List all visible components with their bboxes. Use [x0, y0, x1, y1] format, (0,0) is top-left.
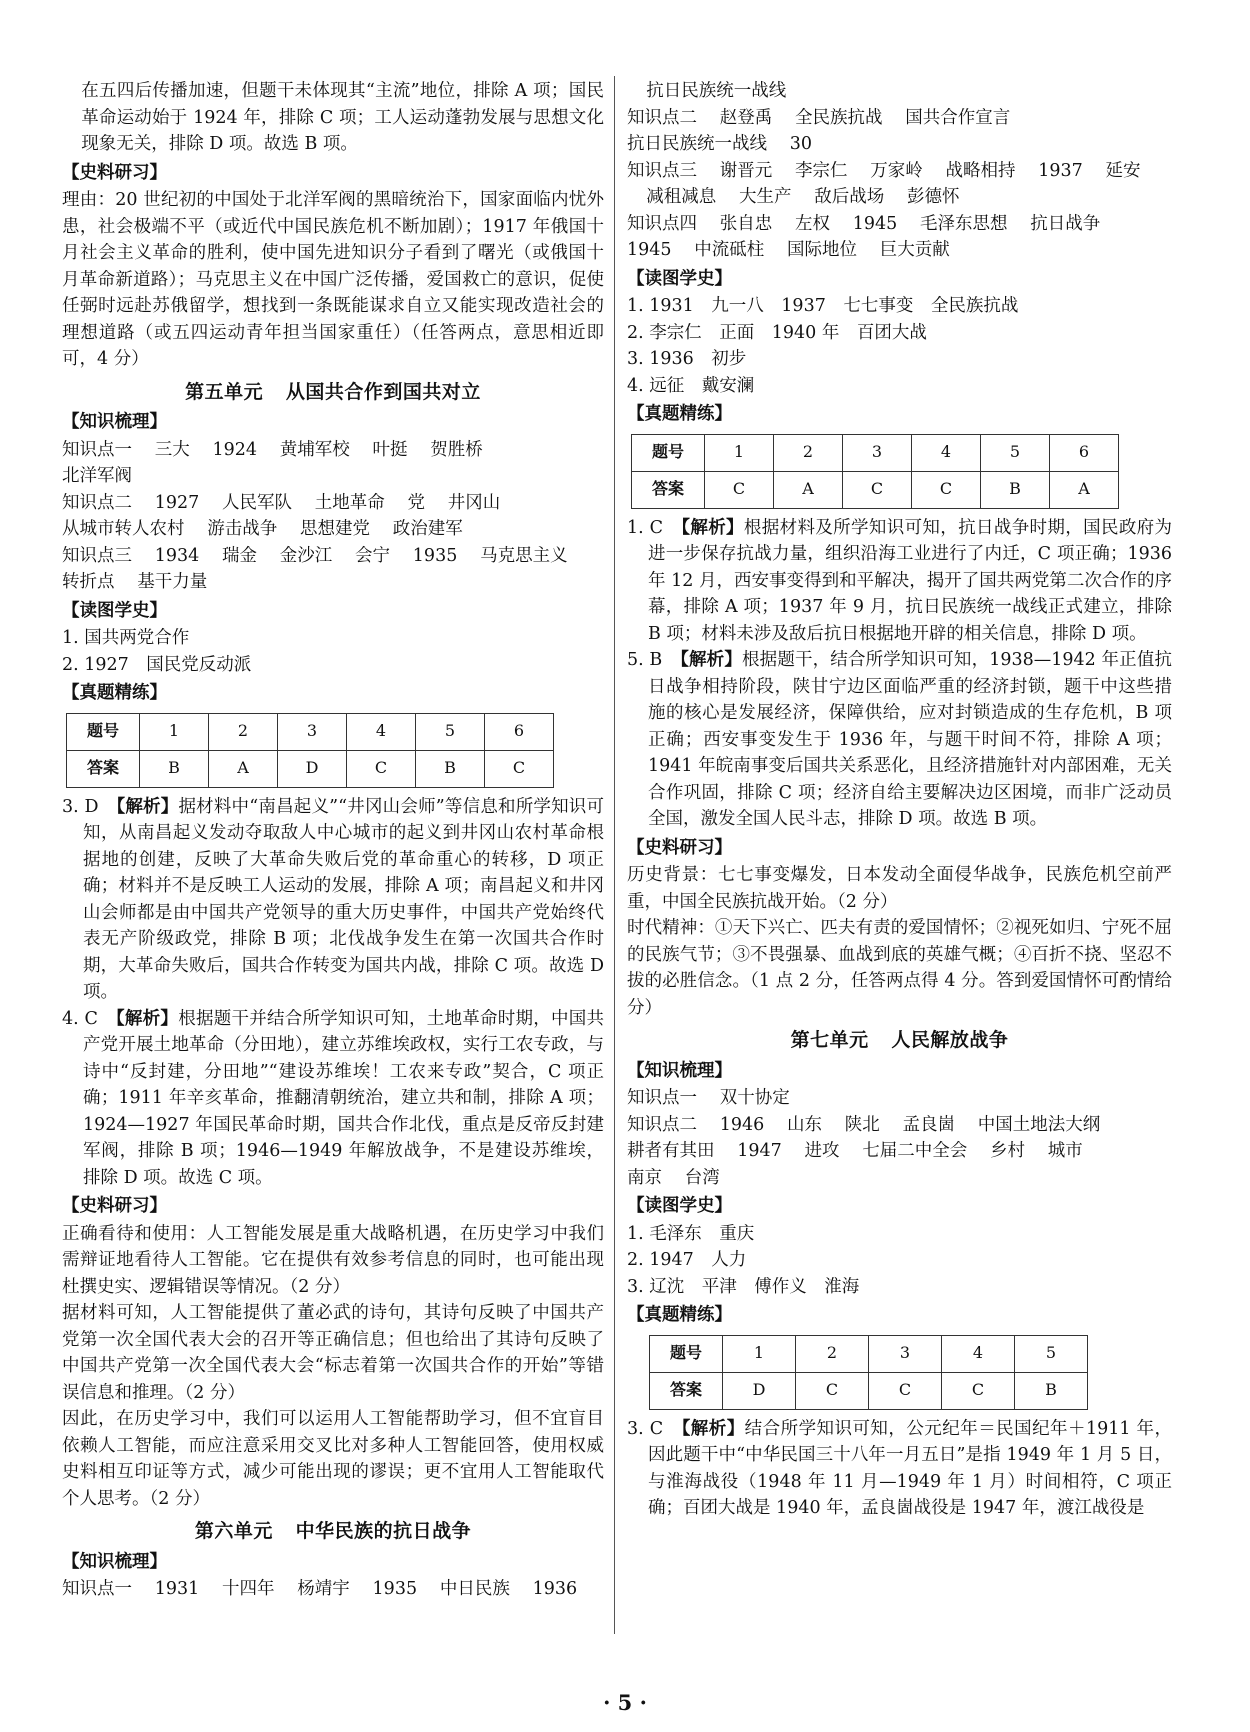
table-cell: C: [347, 750, 416, 787]
table-cell: 4: [347, 713, 416, 750]
table-row: [650, 1372, 1088, 1409]
table-cell: C: [942, 1372, 1015, 1409]
table-cell: 1: [723, 1335, 796, 1372]
page-number: · 5 ·: [603, 1690, 647, 1715]
table-cell: 6: [485, 713, 554, 750]
section-heading: 【知识梳理】: [627, 1060, 732, 1081]
section-heading: 【真题精练】: [627, 1305, 732, 1325]
table-row: [632, 471, 1119, 508]
list-item: 2. 1927 国民党反动派: [62, 654, 252, 675]
knowledge-line: 减租减息 大生产 敌后战场 彭德怀: [646, 187, 960, 207]
list-item: 1. 毛泽东 重庆: [627, 1223, 755, 1244]
table-cell: A: [1050, 471, 1119, 508]
paragraph: 时代精神：①天下兴亡、匹夫有责的爱国情怀；②视死如归、宁死不屈的民族气节；③不畏强暴、血战到底的英雄气概；④百折不挠、坚忍不拔的必胜信念。（1 点 2 分，任答两点得 4 分。答到爱国情怀可酌情给分）: [627, 918, 1172, 1018]
paragraph: 理由：20 世纪初的中国处于北洋军阀的黑暗统治下，国家面临内忧外患，社会极端不平（或近代中国民族危机不断加剧）；1917 年俄国十月社会主义革命的胜利，使中国先进知识分子看到了曙光（或俄国十月革命新道路）；马克思主义在中国广泛传播，爱国救亡的意识，促使任弼时远赴苏俄留学，想找到一条既能谋求自立又能实现改造社会的理想道路（或五四运动青年担当国家重任）（任答两点，意思相近即可，4 分）: [62, 190, 604, 369]
unit-title: [62, 379, 604, 406]
unit-number: 第七单元: [790, 1029, 869, 1051]
answer-explanation: 3. C 【解析】结合所学知识可知，公元纪年＝民国纪年＋1911 年，因此题干中“中华民国三十八年一月五日”是指 1949 年 1 月 5 日，与淮海战役（1948 年 11 月—1949 年 1 月）时间相符，C 项正确；百团大战是 1940 年，孟良崮战役是 1947 年，渡江战役是: [627, 1418, 1173, 1518]
table-cell: C: [869, 1372, 942, 1409]
section-heading: 【真题精练】: [627, 404, 732, 424]
list-item: 3. 辽沈 平津 傅作义 淮海: [627, 1276, 860, 1297]
unit-name: 人民解放战争: [891, 1029, 1009, 1051]
column-divider: [614, 76, 615, 1634]
table-cell: A: [774, 471, 843, 508]
knowledge-line: 转折点 基干力量: [62, 572, 208, 592]
table-row: [650, 1335, 1088, 1372]
list-item: 1. 国共两党合作: [62, 628, 190, 648]
section-heading: 【读图学史】: [627, 268, 732, 289]
table-cell: 2: [209, 713, 278, 750]
knowledge-line: 从城市转人农村 游击战争 思想建党 政治建军: [62, 519, 463, 539]
table-cell: D: [723, 1372, 796, 1409]
table-cell: 2: [796, 1335, 869, 1372]
list-item: 2. 李宗仁 正面 1940 年 百团大战: [627, 322, 927, 343]
table-cell: 1: [140, 713, 209, 750]
list-item: 2. 1947 人力: [627, 1250, 747, 1270]
knowledge-line: 耕者有其田 1947 进攻 七届二中全会 乡村 城市: [627, 1141, 1083, 1161]
table-cell: 5: [1015, 1335, 1088, 1372]
table-header: 题号: [67, 713, 140, 750]
answer-table: [66, 713, 554, 788]
section-heading: 【史料研习】: [62, 162, 167, 183]
table-cell: C: [705, 471, 774, 508]
table-cell: 4: [912, 434, 981, 471]
table-wrapper: [627, 1335, 1172, 1410]
table-cell: 3: [278, 713, 347, 750]
table-header: 答案: [632, 471, 705, 508]
answer-table: [631, 434, 1119, 509]
table-cell: 6: [1050, 434, 1119, 471]
table-cell: 2: [774, 434, 843, 471]
section-heading: 【真题精练】: [62, 683, 167, 703]
knowledge-line: 知识点一 三大 1924 黄埔军校 叶挺 贺胜桥: [62, 439, 483, 460]
knowledge-line: 北洋军阀: [62, 466, 132, 486]
table-cell: 1: [705, 434, 774, 471]
table-cell: 4: [942, 1335, 1015, 1372]
knowledge-line: 知识点一 1931 十四年 杨靖宇 1935 中日民族 1936: [62, 1579, 578, 1599]
knowledge-line: 知识点二 赵登禹 全民族抗战 国共合作宣言: [627, 107, 1011, 128]
knowledge-line: 知识点二 1946 山东 陕北 孟良崮 中国土地法大纲: [627, 1114, 1101, 1135]
knowledge-line: 知识点一 双十协定: [627, 1088, 790, 1108]
table-cell: C: [796, 1372, 869, 1409]
section-heading: 【读图学史】: [627, 1196, 732, 1216]
section-heading: 【史料研习】: [627, 837, 732, 858]
knowledge-line: 知识点二 1927 人民军队 土地革命 党 井冈山: [62, 492, 501, 513]
table-cell: B: [1015, 1372, 1088, 1409]
paragraph: 正确看待和使用：人工智能发展是重大战略机遇，在历史学习中我们需辩证地看待人工智能。它在提供有效参考信息的同时，也可能出现杜撰史实、逻辑错误等情况。（2 分）: [62, 1223, 604, 1297]
table-cell: 3: [843, 434, 912, 471]
knowledge-line: 抗日民族统一战线: [646, 81, 787, 101]
table-cell: 5: [981, 434, 1050, 471]
table-cell: B: [981, 471, 1050, 508]
table-header: 题号: [632, 434, 705, 471]
table-cell: 3: [869, 1335, 942, 1372]
list-item: 3. 1936 初步: [627, 349, 747, 369]
section-heading: 【史料研习】: [62, 1196, 167, 1216]
knowledge-line: 南京 台湾: [627, 1167, 720, 1188]
answer-explanation: 5. B 【解析】根据题干，结合所学知识可知，1938—1942 年正值抗日战争相持阶段，陕甘宁边区面临严重的经济封锁，题干中这些措施的核心是发展经济，保障供给，应对封锁造成的生存危机，B 项正确；西安事变发生于 1936 年，与题干时间不符，排除 A 项；1941 年皖南事变后国共关系恶化，且经济措施针对内部困难，无关合作巩固，排除 C 项；经济自给主要解决边区困境，而非广泛动员全国，激发全国人民斗志，排除 D 项。故选 B 项。: [627, 650, 1173, 829]
table-row: [632, 434, 1119, 471]
list-item: 1. 1931 九一八 1937 七七事变 全民族抗战: [627, 296, 1019, 316]
table-cell: A: [209, 750, 278, 787]
table-cell: 5: [416, 713, 485, 750]
unit-title: [62, 1518, 604, 1545]
table-row: [67, 750, 554, 787]
section-heading: 【知识梳理】: [62, 412, 167, 432]
unit-number: 第六单元: [194, 1520, 273, 1542]
table-header: 题号: [650, 1335, 723, 1372]
unit-name: 从国共合作到国共对立: [285, 380, 481, 403]
answer-explanation: 1. C 【解析】根据材料及所学知识可知，抗日战争时期，国民政府为进一步保存抗战力量，组织沿海工业进行了内迁，C 项正确；1936 年 12 月，西安事变得到和平解决，揭开了国共两党第二次合作的序幕，排除 A 项；1937 年 9 月，抗日民族统一战线正式建立，排除 B 项；材料未涉及敌后抗日根据地开辟的相关信息，排除 D 项。: [627, 517, 1173, 644]
paragraph: 在五四后传播加速，但题干未体现其“主流”地位，排除 A 项；国民革命运动始于 1924 年，排除 C 项；工人运动蓬勃发展与思想文化现象无关，排除 D 项。故选 B 项。: [81, 81, 604, 154]
table-cell: C: [843, 471, 912, 508]
table-header: 答案: [650, 1372, 723, 1409]
unit-name: 中华民族的抗日战争: [295, 1520, 472, 1542]
paragraph: 据材料可知，人工智能提供了董必武的诗句，其诗句反映了中国共产党第一次全国代表大会的召开等正确信息；但也给出了其诗句反映了中国共产党第一次全国代表大会“标志着第一次国共合作的开始”等错误信息和推理。（2 分）: [62, 1303, 604, 1403]
list-item: 4. 远征 戴安澜: [627, 375, 755, 396]
table-cell: B: [416, 750, 485, 787]
knowledge-line: 抗日民族统一战线 30: [627, 134, 813, 154]
right-column: [627, 78, 1172, 1522]
table-cell: C: [912, 471, 981, 508]
unit-title: [627, 1027, 1172, 1054]
table-row: [67, 713, 554, 750]
table-cell: B: [140, 750, 209, 787]
table-cell: D: [278, 750, 347, 787]
knowledge-line: 知识点三 谢晋元 李宗仁 万家岭 战略相持 1937 延安: [627, 160, 1141, 181]
answer-table: [649, 1335, 1088, 1410]
section-heading: 【读图学史】: [62, 600, 167, 621]
table-cell: C: [485, 750, 554, 787]
answer-explanation: 3. D 【解析】据材料中“南昌起义”“井冈山会师”等信息和所学知识可知，从南昌起义发动夺取敌人中心城市的起义到井冈山农村革命根据地的创建，反映了大革命失败后党的革命重心的转移，D 项正确；材料并不是反映工人运动的发展，排除 A 项；南昌起义和井冈山会师都是由中国共产党领导的重大历史事件，中国共产党始终代表无产阶级政党，排除 B 项；北伐战争发生在第一次国共合作时期，大革命失败后，国共合作转变为国共内战，排除 C 项。故选 D 项。: [62, 796, 605, 1002]
unit-number: 第五单元: [185, 380, 264, 403]
paragraph: 因此，在历史学习中，我们可以运用人工智能帮助学习，但不宜盲目依赖人工智能，而应注意采用交叉比对多种人工智能回答，使用权威史料相互印证等方式，减少可能出现的谬误；更不宜用人工智能取代个人思考。（2 分）: [62, 1409, 604, 1509]
knowledge-line: 1945 中流砥柱 国际地位 巨大贡献: [627, 240, 950, 260]
knowledge-line: 知识点三 1934 瑞金 金沙江 会宁 1935 马克思主义: [62, 545, 568, 566]
knowledge-line: 知识点四 张自忠 左权 1945 毛泽东思想 抗日战争: [627, 213, 1101, 234]
section-heading: 【知识梳理】: [62, 1551, 167, 1572]
answer-explanation: 4. C 【解析】根据题干并结合所学知识可知，土地革命时期，中国共产党开展土地革命（分田地），建立苏维埃政权，实行工农专政，与诗中“反封建，分田地”“建设苏维埃！工农来专政”契合，C 项正确；1911 年辛亥革命，推翻清朝统治，建立共和制，排除 A 项；1924—1927 年国民革命时期，国共合作北伐，重点是反帝反封建军阀，排除 B 项；1946—1949 年解放战争，不是建设苏维埃，排除 D 项。故选 C 项。: [62, 1008, 605, 1188]
left-column: [62, 78, 604, 1603]
paragraph: 历史背景：七七事变爆发，日本发动全面侵华战争，民族危机空前严重，中国全民族抗战开始。（2 分）: [627, 865, 1172, 912]
table-header: 答案: [67, 750, 140, 787]
